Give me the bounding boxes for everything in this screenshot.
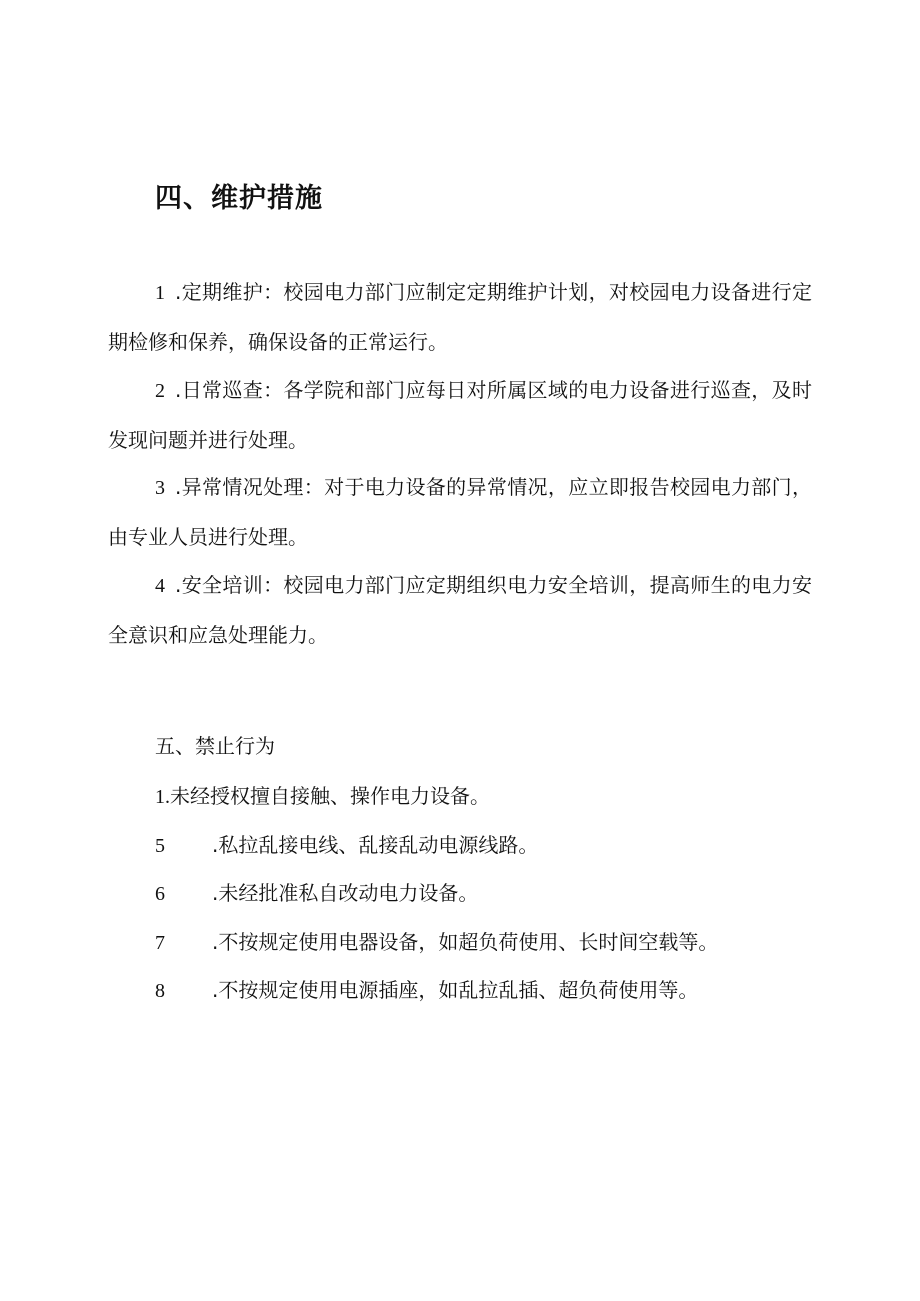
- item-number: 5: [155, 835, 165, 857]
- maintenance-item-2: [108, 366, 812, 465]
- item-text: .定期维护：校园电力部门应制定定期维护计划，对校园电力设备进行定期检修和保养，确保设备的正常运行。: [108, 280, 812, 354]
- item-number: 1.: [155, 786, 170, 808]
- item-text: .异常情况处理：对于电力设备的异常情况，应立即报告校园电力部门，由专业人员进行处理。: [108, 475, 812, 549]
- item-number: 3: [155, 477, 165, 499]
- item-number: 7: [155, 932, 165, 954]
- item-text: .不按规定使用电器设备，如超负荷使用、长时间空载等。: [212, 930, 719, 954]
- item-text: .私拉乱接电线、乱接乱动电源线路。: [212, 833, 539, 857]
- prohibited-item-5: [155, 829, 538, 858]
- item-number: 8: [155, 980, 165, 1002]
- section-4-heading: 四、维护措施: [155, 183, 323, 214]
- prohibited-item-6: [155, 877, 478, 906]
- item-text: .未经批准私自改动电力设备。: [212, 881, 479, 905]
- item-number: 2: [155, 380, 165, 402]
- prohibited-item-7: [155, 926, 718, 955]
- item-text: .不按规定使用电源插座，如乱拉乱插、超负荷使用等。: [212, 978, 699, 1002]
- item-number: 4: [155, 575, 165, 597]
- item-number: 6: [155, 883, 165, 905]
- item-text: 未经授权擅自接触、操作电力设备。: [170, 784, 490, 808]
- prohibited-item-8: [155, 974, 698, 1003]
- maintenance-item-4: [108, 561, 812, 660]
- prohibited-item-1: [155, 780, 490, 809]
- item-text: .日常巡查：各学院和部门应每日对所属区域的电力设备进行巡查，及时发现问题并进行处理。: [108, 378, 812, 452]
- maintenance-item-3: [108, 463, 812, 562]
- item-number: 1: [155, 282, 165, 304]
- maintenance-item-1: [108, 268, 812, 367]
- item-text: .安全培训：校园电力部门应定期组织电力安全培训，提高师生的电力安全意识和应急处理能力。: [108, 573, 812, 647]
- section-5-heading: 五、禁止行为: [155, 734, 275, 758]
